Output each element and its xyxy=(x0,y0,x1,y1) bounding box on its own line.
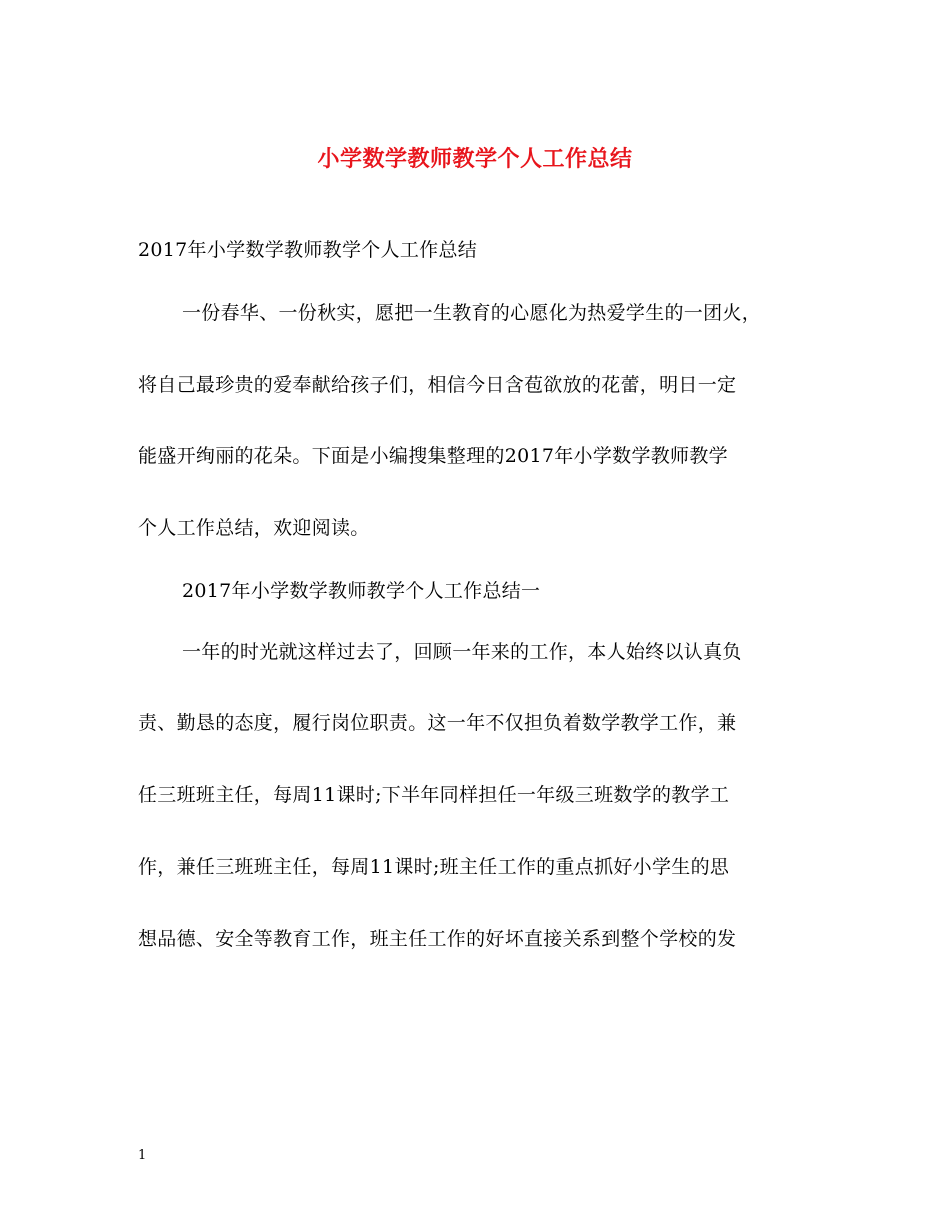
intro-line-3: 能盛开绚丽的花朵。下面是小编搜集整理的2017年小学数学教师教学 xyxy=(138,445,728,467)
body-line-4: 作，兼任三班班主任，每周11课时;班主任工作的重点抓好小学生的思 xyxy=(138,856,730,878)
body-line-2: 责、勤恳的态度，履行岗位职责。这一年不仅担负着数学教学工作，兼 xyxy=(138,712,737,734)
page-number: 1 xyxy=(138,1148,147,1163)
intro-line-2: 将自己最珍贵的爱奉献给孩子们，相信今日含苞欲放的花蕾，明日一定 xyxy=(138,374,737,396)
intro-line-1: 一份春华、一份秋实，愿把一生教育的心愿化为热爱学生的一团火， xyxy=(182,302,762,324)
intro-line-4: 个人工作总结，欢迎阅读。 xyxy=(138,517,370,539)
body-line-1: 一年的时光就这样过去了，回顾一年来的工作，本人始终以认真负 xyxy=(182,641,742,663)
section-heading: 2017年小学数学教师教学个人工作总结一 xyxy=(182,580,541,602)
document-title: 小学数学教师教学个人工作总结 xyxy=(317,146,633,172)
body-line-3: 任三班班主任，每周11课时;下半年同样担任一年级三班数学的教学工 xyxy=(138,784,730,806)
body-line-5: 想品德、安全等教育工作，班主任工作的好坏直接关系到整个学校的发 xyxy=(138,928,737,950)
document-subtitle: 2017年小学数学教师教学个人工作总结 xyxy=(138,239,478,261)
